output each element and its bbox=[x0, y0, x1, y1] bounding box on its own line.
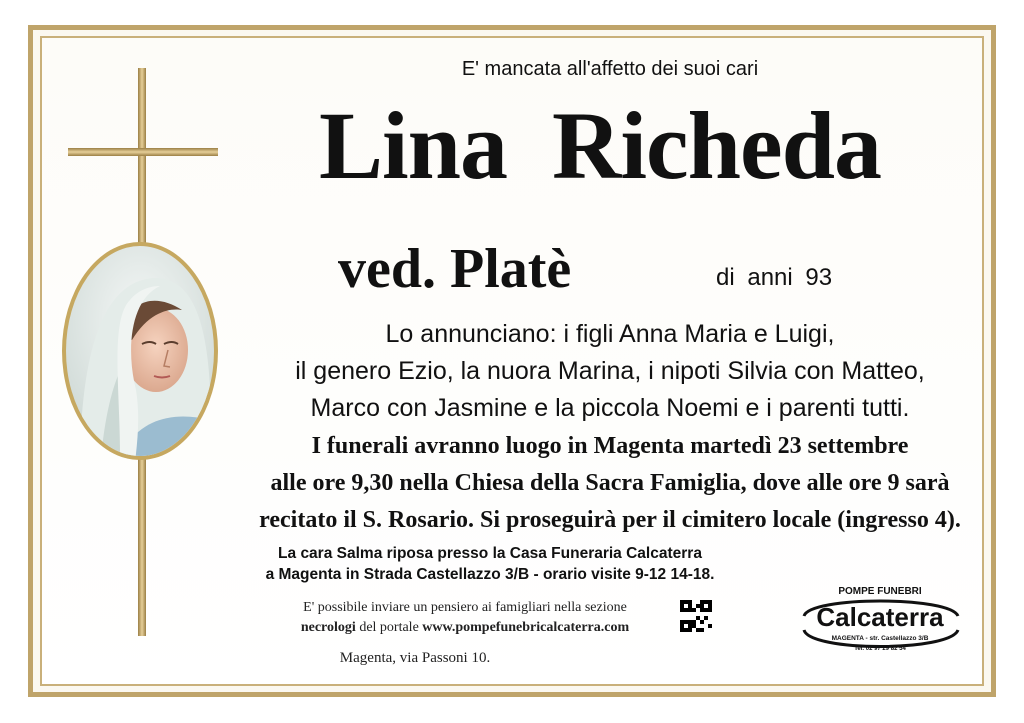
svg-text:Calcaterra: Calcaterra bbox=[816, 602, 944, 632]
qr-code-icon[interactable] bbox=[680, 600, 712, 632]
svg-text:MAGENTA - str. Castellazzo 3/B: MAGENTA - str. Castellazzo 3/B bbox=[831, 635, 929, 642]
age: di anni 93 bbox=[716, 264, 833, 291]
deceased-name: Lina Richeda bbox=[318, 92, 882, 199]
widow-of: ved. Platè bbox=[338, 238, 572, 300]
funeral-line: I funerali avranno luogo in Magenta martedì 23 settembre bbox=[311, 433, 909, 459]
condolence-line: E' possibile inviare un pensiero ai famigliari nella sezione bbox=[303, 600, 627, 615]
website-link[interactable]: www.pompefunebricalcaterra.com bbox=[422, 620, 630, 635]
funeral-line: alle ore 9,30 nella Chiesa della Sacra Famiglia, dove alle ore 9 sarà bbox=[270, 470, 950, 496]
madonna-portrait bbox=[60, 240, 220, 462]
address: Magenta, via Passoni 10. bbox=[339, 650, 491, 666]
necrologi-word: necrologi bbox=[300, 620, 356, 635]
funeral-details bbox=[200, 428, 1020, 539]
announcement bbox=[220, 316, 1000, 427]
condolence-info bbox=[250, 598, 680, 638]
condolence-line-2 bbox=[250, 618, 680, 638]
announcement-line: Lo annunciano: i figli Anna Maria e Luigi, bbox=[385, 320, 835, 348]
viewing-line: La cara Salma riposa presso la Casa Funeraria Calcaterra bbox=[278, 545, 702, 562]
announcement-line: Marco con Jasmine e la piccola Noemi e i parenti tutti. bbox=[310, 394, 910, 422]
viewing-line: a Magenta in Strada Castellazzo 3/B - orario visite 9-12 14-18. bbox=[265, 566, 715, 583]
calcaterra-logo bbox=[790, 580, 970, 660]
funeral-line: recitato il S. Rosario. Si proseguirà per il cimitero locale (ingresso 4). bbox=[259, 507, 961, 533]
intro-line: E' mancata all'affetto dei suoi cari bbox=[461, 58, 759, 80]
viewing-info bbox=[210, 543, 770, 585]
condolence-mid: del portale bbox=[355, 620, 423, 635]
svg-text:Tel. 02 97 29 82 54: Tel. 02 97 29 82 54 bbox=[854, 646, 906, 652]
svg-text:POMPE FUNEBRI: POMPE FUNEBRI bbox=[838, 586, 922, 597]
announcement-line: il genero Ezio, la nuora Marina, i nipoti Silvia con Matteo, bbox=[295, 357, 925, 385]
